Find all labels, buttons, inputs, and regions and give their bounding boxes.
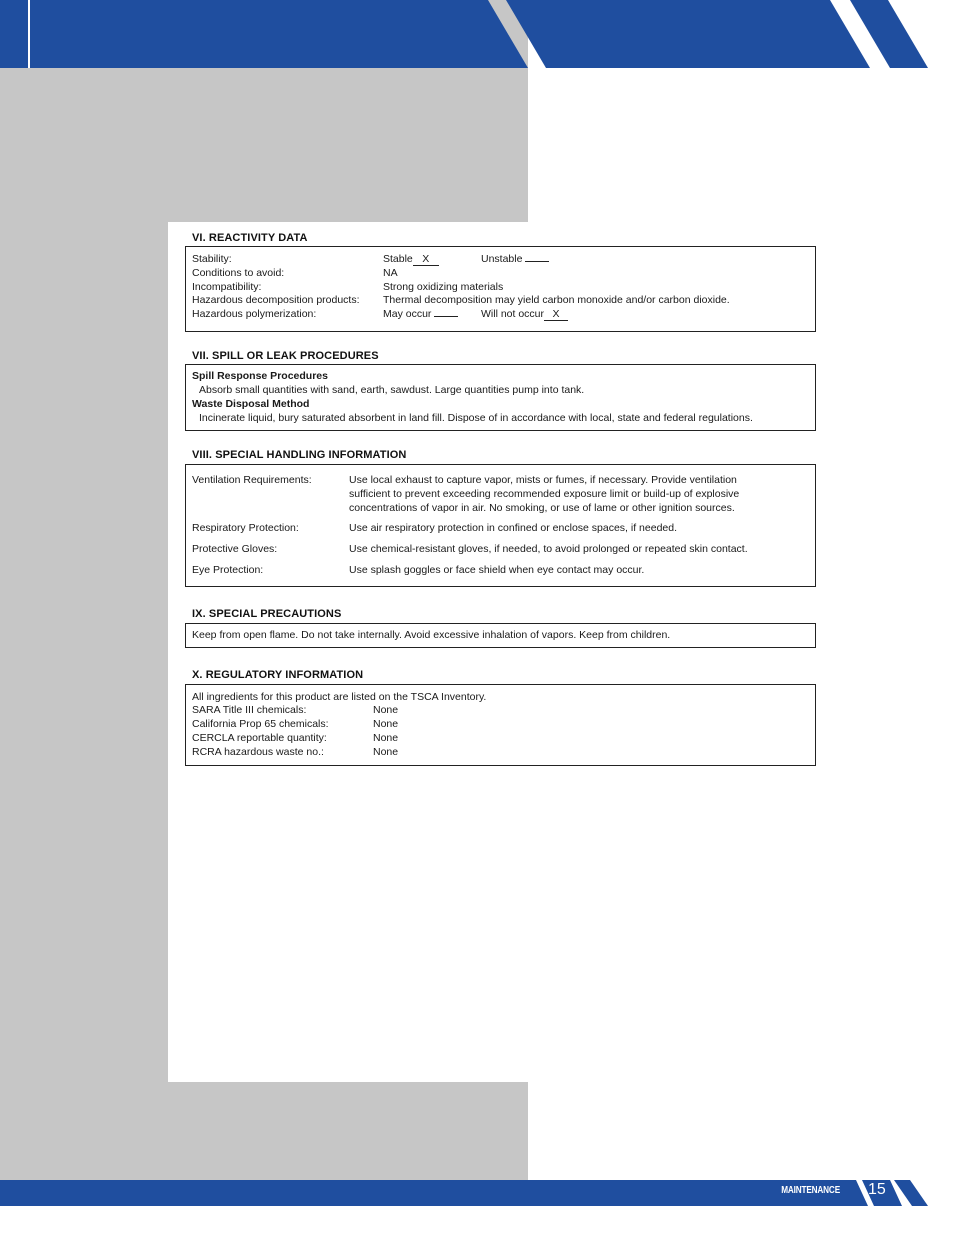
regulatory-row-label: California Prop 65 chemicals: (192, 718, 329, 730)
regulatory-intro: All ingredients for this product are listed on the TSCA Inventory. (192, 691, 487, 703)
ventilation-line-3: concentrations of vapor in air. No smoking, or use of lame or other ignition sources. (349, 502, 735, 514)
stable-field (383, 253, 439, 266)
page-number: 15 (868, 1181, 886, 1198)
unstable-mark (525, 261, 549, 262)
incompat-label: Incompatibility: (192, 281, 262, 293)
header-thin-divider (28, 0, 30, 68)
may-occur-field (383, 308, 458, 320)
ventilation-line-1: Use local exhaust to capture vapor, mists or fumes, if necessary. Provide ventilation (349, 474, 737, 486)
will-not-occur-label: Will not occur (481, 308, 545, 320)
reactivity-title: VI. REACTIVITY DATA (192, 232, 308, 244)
eye-protection-label: Eye Protection: (192, 564, 264, 576)
spill-title: VII. SPILL OR LEAK PROCEDURES (192, 350, 379, 362)
spill-response-heading: Spill Response Procedures (192, 370, 328, 382)
respiratory-label: Respiratory Protection: (192, 522, 299, 534)
regulatory-row-value: None (373, 718, 399, 730)
decomp-label: Hazardous decomposition products: (192, 294, 360, 306)
unstable-label: Unstable (481, 253, 523, 265)
waste-disposal-heading: Waste Disposal Method (192, 398, 310, 410)
regulatory-row-label: CERCLA reportable quantity: (192, 732, 327, 744)
conditions-label: Conditions to avoid: (192, 267, 285, 279)
footer-section-label: MAINTENANCE (781, 1185, 840, 1196)
ventilation-label: Ventilation Requirements: (192, 474, 312, 486)
regulatory-title: X. REGULATORY INFORMATION (192, 669, 364, 681)
precautions-text: Keep from open flame. Do not take internally. Avoid excessive inhalation of vapors. Keep from children. (192, 629, 671, 641)
respiratory-value: Use air respiratory protection in confined or enclose spaces, if needed. (349, 522, 678, 534)
header-stripe-middle (506, 0, 870, 68)
decomp-value: Thermal decomposition may yield carbon monoxide and/or carbon dioxide. (383, 294, 730, 306)
eye-protection-value: Use splash goggles or face shield when eye contact may occur. (349, 564, 645, 576)
regulatory-row-label: RCRA hazardous waste no.: (192, 746, 324, 758)
stable-mark: X (413, 254, 439, 266)
stability-label: Stability: (192, 253, 232, 265)
regulatory-row-value: None (373, 746, 399, 758)
handling-title: VIII. SPECIAL HANDLING INFORMATION (192, 449, 407, 461)
will-not-occur-field (481, 308, 568, 321)
footer-bar (0, 1180, 868, 1206)
precautions-title: IX. SPECIAL PRECAUTIONS (192, 608, 342, 620)
top-header-band (0, 0, 954, 68)
regulatory-row-label: SARA Title III chemicals: (192, 704, 307, 716)
gloves-label: Protective Gloves: (192, 543, 278, 555)
will-not-occur-mark: X (544, 309, 568, 321)
stable-label: Stable (383, 253, 413, 265)
header-bar-left (0, 0, 528, 68)
ventilation-line-2: sufficient to prevent exceeding recommended exposure limit or build-up of explosive (349, 488, 740, 500)
regulatory-row-value: None (373, 704, 399, 716)
unstable-field (481, 253, 549, 265)
waste-disposal-text: Incinerate liquid, bury saturated absorbent in land fill. Dispose of in accordance with local, state and federal regulations. (199, 412, 753, 424)
conditions-value: NA (383, 267, 398, 279)
may-occur-label: May occur (383, 308, 432, 320)
polymer-label: Hazardous polymerization: (192, 308, 317, 320)
incompat-value: Strong oxidizing materials (383, 281, 504, 293)
may-occur-mark (434, 316, 458, 317)
gloves-value: Use chemical-resistant gloves, if needed, to avoid prolonged or repeated skin contact. (349, 543, 748, 555)
regulatory-row-value: None (373, 732, 399, 744)
spill-response-text: Absorb small quantities with sand, earth, sawdust. Large quantities pump into tank. (199, 384, 585, 396)
